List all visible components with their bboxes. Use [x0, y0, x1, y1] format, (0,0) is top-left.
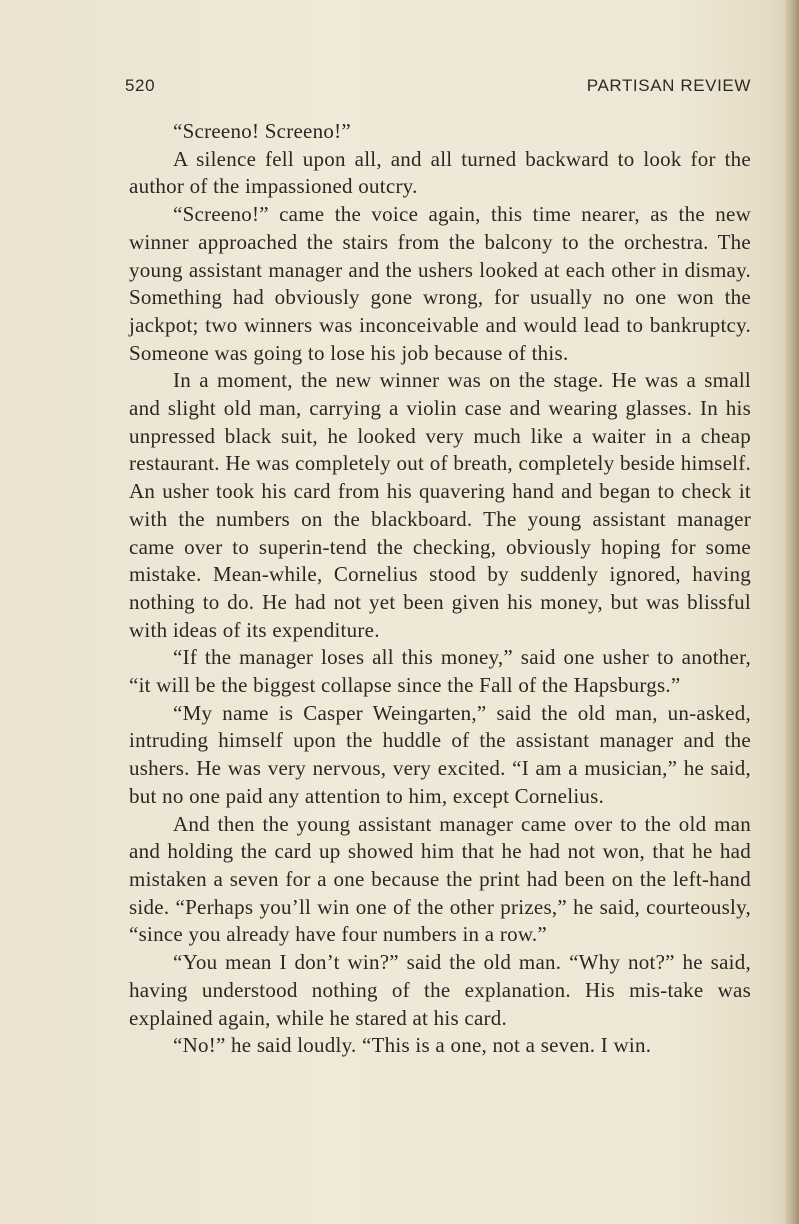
- journal-title: PARTISAN REVIEW: [586, 76, 751, 95]
- page-number: 520: [125, 76, 156, 95]
- paragraph: And then the young assistant manager came over to the old man and holding the card up showed him that he had not won, that he had mistaken a seven for a one because the print had been on the left-hand side. “Perhaps you’ll win one of the other prizes,” he said, courteously, “since you already have four numbers in a row.”: [129, 811, 751, 947]
- paragraph: “If the manager loses all this money,” said one usher to another, “it will be the biggest collapse since the Fall of the Hapsburgs.”: [129, 645, 751, 698]
- paragraph: “My name is Casper Weingarten,” said the old man, un-asked, intruding himself upon the huddle of the assistant manager and the ushers. He was very nervous, very excited. “I am a musician,” he said, but no one paid any attention to him, except Cornelius.: [129, 700, 751, 808]
- paragraph: “Screeno!” came the voice again, this time nearer, as the new winner approached the stairs from the balcony to the orchestra. The young assistant manager and the ushers looked at each other in dismay. Something had obviously gone wrong, for usually no one won the jackpot; two winners was inconceivable and would lead to bankruptcy. Someone was going to lose his job because of this.: [129, 202, 751, 365]
- paragraph: “You mean I don’t win?” said the old man. “Why not?” he said, having understood nothing of the explanation. His mis-take was explained again, while he stared at his card.: [129, 950, 751, 1030]
- body-text: [129, 118, 751, 1060]
- paragraph: “Screeno! Screeno!”: [173, 119, 351, 143]
- paragraph: A silence fell upon all, and all turned backward to look for the author of the impassioned outcry.: [129, 146, 751, 199]
- paragraph: In a moment, the new winner was on the stage. He was a small and slight old man, carrying a violin case and wearing glasses. In his unpressed black suit, he looked very much like a waiter in a cheap restaurant. He was completely out of breath, completely beside himself. An usher took his card from his quavering hand and began to check it with the numbers on the blackboard. The young assistant manager came over to superin-tend the checking, obviously hoping for some mistake. Mean-while, Cornelius stood by suddenly ignored, having nothing to do. He had not yet been given his money, but was blissful with ideas of its expenditure.: [129, 368, 751, 642]
- page-edge: [785, 0, 799, 1224]
- running-head: [125, 76, 751, 100]
- paragraph: “No!” he said loudly. “This is a one, not a seven. I win.: [173, 1033, 652, 1058]
